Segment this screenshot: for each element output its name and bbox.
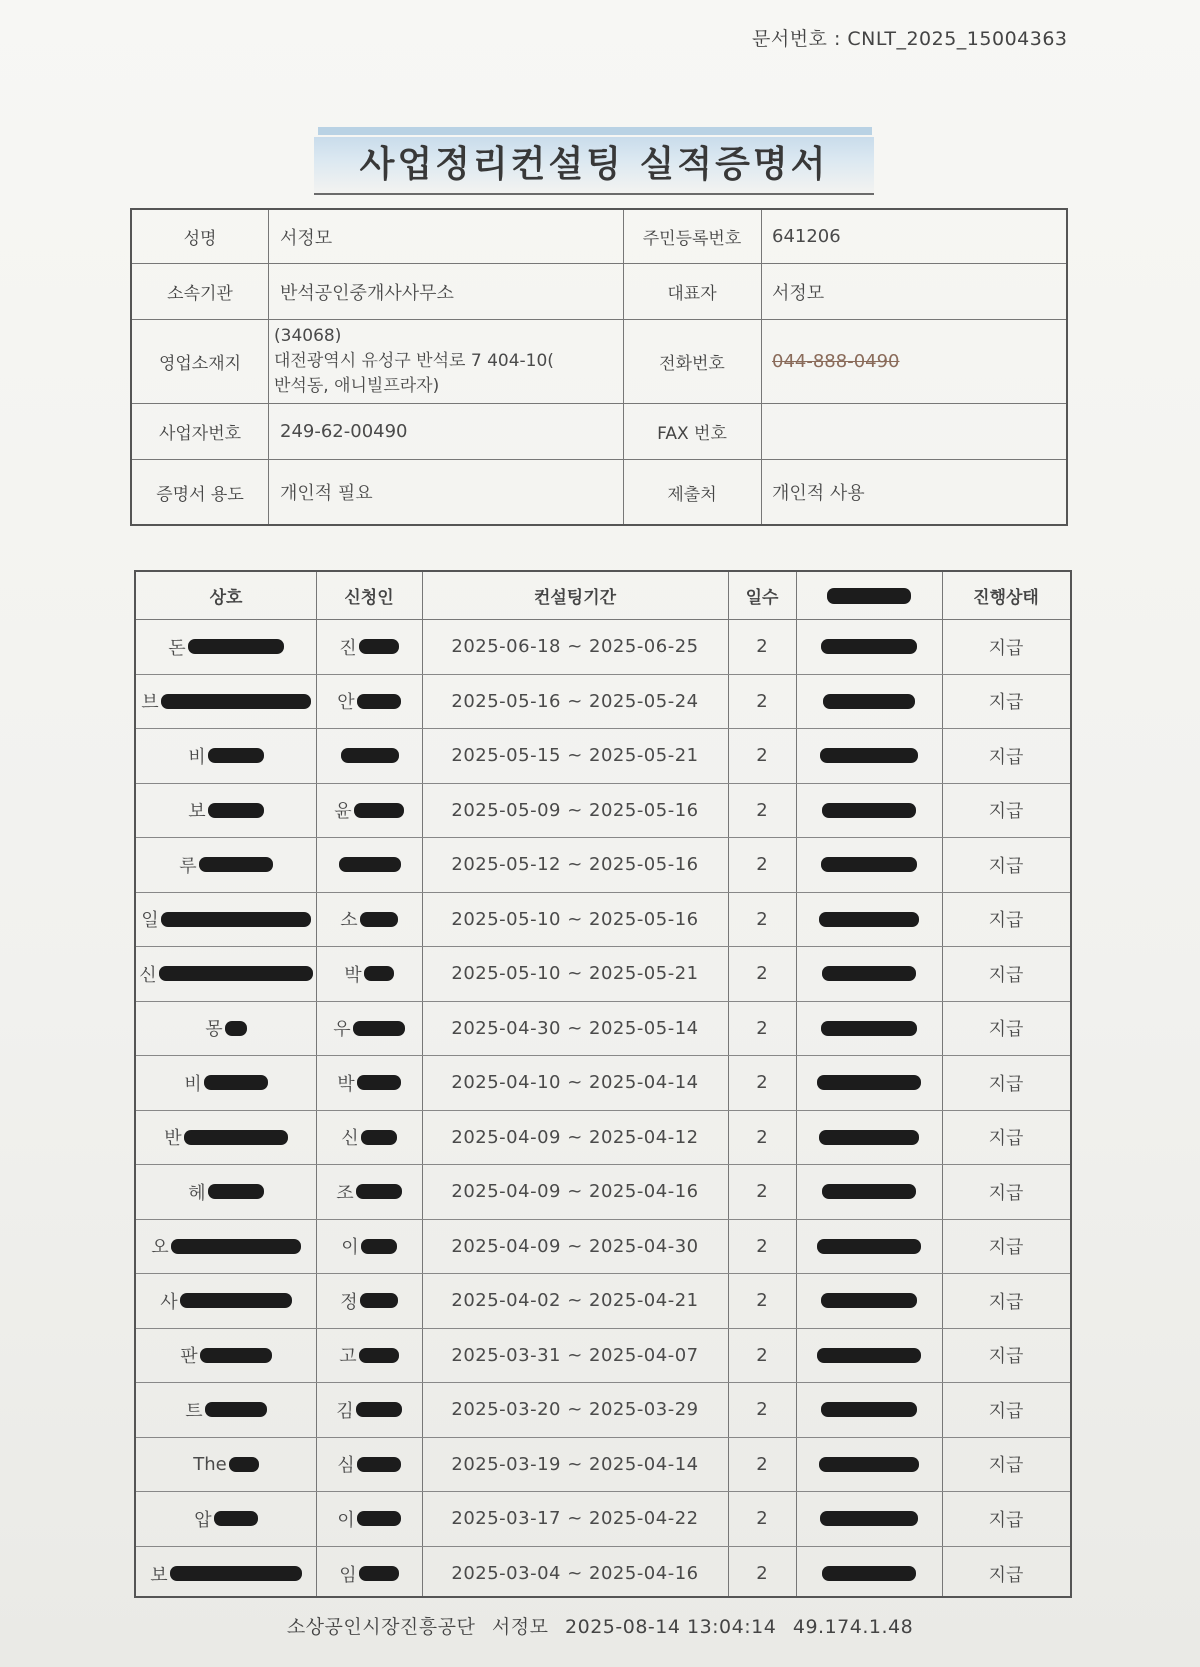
- company-cell: [136, 1111, 316, 1165]
- applicant-cell: [316, 1547, 422, 1602]
- redaction-mark: [819, 1130, 919, 1145]
- header-company: 상호: [209, 588, 243, 608]
- table-row: [136, 784, 1070, 839]
- company-cell: [136, 893, 316, 947]
- org-value: 반석공인중개사사무소: [280, 282, 454, 304]
- days-cell: 2: [756, 1399, 768, 1421]
- status-cell: 지급: [988, 964, 1024, 986]
- table-row: [136, 620, 1070, 675]
- status-cell: 지급: [988, 1237, 1024, 1259]
- rep-label: 대표자: [667, 284, 717, 304]
- header-period: 컨설팅기간: [533, 588, 617, 608]
- applicant-prefix: 김: [336, 1400, 354, 1422]
- days-cell: 2: [756, 1235, 768, 1257]
- redaction-mark: [225, 1021, 247, 1036]
- applicant-cell: [316, 1111, 422, 1165]
- company-prefix: 신: [139, 964, 157, 986]
- table-row: [136, 1329, 1070, 1384]
- period-cell: 2025-03-04 ~ 2025-04-16: [451, 1563, 699, 1585]
- applicant-cell: [316, 1329, 422, 1383]
- applicant-prefix: 박: [337, 1073, 355, 1095]
- phone-label: 전화번호: [659, 354, 725, 374]
- applicant-prefix: 신: [341, 1128, 359, 1150]
- addr-line-3: 반석동, 애니빌프라자): [274, 376, 440, 396]
- company-prefix: 보: [188, 801, 206, 823]
- redaction-mark: [357, 1075, 401, 1090]
- info-row-bizno: [132, 404, 1066, 460]
- redaction-mark: [356, 1402, 402, 1417]
- table-row: [136, 675, 1070, 730]
- company-prefix: 오: [151, 1237, 169, 1259]
- rrn-label: 주민등록번호: [642, 229, 742, 249]
- redaction-mark: [820, 1511, 918, 1526]
- table-header: [136, 572, 1070, 620]
- redaction-mark: [364, 966, 394, 981]
- info-row-purpose: [132, 460, 1066, 524]
- days-cell: 2: [756, 799, 768, 821]
- amount-cell-redacted: [796, 784, 942, 838]
- days-cell: 2: [756, 1126, 768, 1148]
- days-cell: 2: [756, 1017, 768, 1039]
- redaction-mark: [359, 639, 399, 654]
- period-cell: 2025-06-18 ~ 2025-06-25: [451, 636, 699, 658]
- company-cell: [136, 784, 316, 838]
- period-cell: 2025-05-12 ~ 2025-05-16: [451, 854, 699, 876]
- redaction-mark: [159, 966, 313, 981]
- status-cell: 지급: [988, 692, 1024, 714]
- addr-line-1: (34068): [274, 326, 342, 346]
- submit-value: 개인적 사용: [772, 483, 865, 504]
- info-row-name: [132, 210, 1066, 264]
- redaction-mark: [199, 857, 273, 872]
- company-prefix: 루: [179, 855, 197, 877]
- company-prefix: 압: [194, 1509, 212, 1531]
- company-cell: [136, 1329, 316, 1383]
- amount-cell-redacted: [796, 620, 942, 674]
- bizno-value: 249-62-00490: [280, 421, 408, 442]
- org-label: 소속기관: [167, 284, 233, 304]
- company-cell: [136, 620, 316, 674]
- days-cell: 2: [756, 745, 768, 767]
- redaction-mark: [821, 639, 917, 654]
- applicant-prefix: 이: [341, 1237, 359, 1259]
- redaction-mark: [184, 1130, 288, 1145]
- applicant-cell: [316, 1056, 422, 1110]
- header-days: 일수: [745, 588, 779, 608]
- status-cell: 지급: [988, 1509, 1024, 1531]
- header-status: 진행상태: [973, 588, 1039, 608]
- redaction-mark: [357, 1457, 401, 1472]
- amount-cell-redacted: [796, 729, 942, 783]
- redaction-mark: [341, 748, 399, 763]
- addr-label: 영업소재지: [158, 354, 242, 374]
- company-cell: [136, 1547, 316, 1602]
- applicant-cell: [316, 1274, 422, 1328]
- status-cell: 지급: [988, 801, 1024, 823]
- days-cell: 2: [756, 1072, 768, 1094]
- applicant-prefix: 이: [337, 1509, 355, 1531]
- footer-ip: 49.174.1.48: [792, 1616, 914, 1638]
- status-cell: 지급: [988, 1182, 1024, 1204]
- period-cell: 2025-04-09 ~ 2025-04-16: [451, 1181, 699, 1203]
- status-cell: 지급: [988, 1073, 1024, 1095]
- period-cell: 2025-04-30 ~ 2025-05-14: [451, 1017, 699, 1039]
- company-cell: [136, 1220, 316, 1274]
- period-cell: 2025-04-02 ~ 2025-04-21: [451, 1290, 699, 1312]
- company-prefix: 보: [150, 1564, 168, 1586]
- redaction-mark: [821, 857, 917, 872]
- redaction-mark: [821, 1021, 917, 1036]
- footer-agency: 소상공인시장진흥공단: [286, 1616, 476, 1638]
- period-cell: 2025-03-19 ~ 2025-04-14: [451, 1453, 699, 1475]
- redaction-mark: [208, 803, 264, 818]
- applicant-cell: [316, 1165, 422, 1219]
- info-row-org: [132, 264, 1066, 320]
- applicant-cell: [316, 620, 422, 674]
- rrn-value: 641206: [772, 226, 841, 247]
- applicant-cell: [316, 1220, 422, 1274]
- applicant-cell: [316, 1492, 422, 1546]
- days-cell: 2: [756, 1181, 768, 1203]
- header-amount-redacted: [796, 572, 942, 619]
- redaction-mark: [356, 1184, 402, 1199]
- table-row: [136, 893, 1070, 948]
- company-prefix: 비: [184, 1073, 202, 1095]
- redaction-mark: [819, 1457, 919, 1472]
- company-cell: [136, 1383, 316, 1437]
- table-row: [136, 729, 1070, 784]
- days-cell: 2: [756, 1290, 768, 1312]
- redaction-mark: [180, 1293, 292, 1308]
- redaction-mark: [359, 1348, 399, 1363]
- company-prefix: 일: [141, 910, 159, 932]
- table-row: [136, 1492, 1070, 1547]
- redaction-mark: [359, 1566, 399, 1581]
- redaction-mark: [820, 748, 918, 763]
- redaction-mark: [821, 1293, 917, 1308]
- redaction-mark: [204, 1075, 268, 1090]
- period-cell: 2025-05-10 ~ 2025-05-21: [451, 963, 699, 985]
- status-cell: 지급: [988, 1128, 1024, 1150]
- applicant-cell: [316, 893, 422, 947]
- redaction-mark: [214, 1511, 258, 1526]
- redaction-mark: [822, 1566, 916, 1581]
- redaction-mark: [188, 639, 284, 654]
- rep-value: 서정모: [772, 282, 825, 304]
- table-row: [136, 838, 1070, 893]
- redaction-mark: [817, 1075, 921, 1090]
- period-cell: 2025-05-09 ~ 2025-05-16: [451, 799, 699, 821]
- company-cell: [136, 1438, 316, 1492]
- status-cell: 지급: [988, 1400, 1024, 1422]
- redaction-mark: [819, 912, 919, 927]
- period-cell: 2025-04-09 ~ 2025-04-12: [451, 1126, 699, 1148]
- table-row: [136, 1220, 1070, 1275]
- redaction-mark: [357, 1511, 401, 1526]
- addr-line-2: 대전광역시 유성구 반석로 7 404-10(: [274, 351, 554, 371]
- footer-name: 서정모: [491, 1616, 549, 1638]
- redaction-mark: [817, 1348, 921, 1363]
- status-cell: 지급: [988, 1564, 1024, 1586]
- redaction-mark: [229, 1457, 259, 1472]
- name-value: 서정모: [280, 227, 333, 249]
- redaction-mark: [200, 1348, 272, 1363]
- company-cell: [136, 675, 316, 729]
- redaction-mark: [208, 748, 264, 763]
- company-prefix: 트: [185, 1400, 203, 1422]
- table-row: [136, 1002, 1070, 1057]
- days-cell: 2: [756, 690, 768, 712]
- redaction-mark: [360, 912, 398, 927]
- days-cell: 2: [756, 1344, 768, 1366]
- redaction-mark: [161, 912, 311, 927]
- applicant-prefix: 정: [340, 1291, 358, 1313]
- table-row: [136, 1274, 1070, 1329]
- status-cell: 지급: [988, 910, 1024, 932]
- redaction-mark: [353, 1021, 405, 1036]
- amount-cell-redacted: [796, 675, 942, 729]
- redaction-mark: [161, 694, 311, 709]
- company-cell: [136, 1274, 316, 1328]
- redaction-mark: [827, 588, 911, 604]
- document-title: 사업정리컨설팅 실적증명서: [314, 137, 874, 195]
- period-cell: 2025-05-16 ~ 2025-05-24: [451, 690, 699, 712]
- company-cell: [136, 1492, 316, 1546]
- applicant-cell: [316, 675, 422, 729]
- company-cell: [136, 1165, 316, 1219]
- company-cell: [136, 1056, 316, 1110]
- table-row: [136, 947, 1070, 1002]
- status-cell: 지급: [988, 855, 1024, 877]
- redaction-mark: [822, 803, 916, 818]
- amount-cell-redacted: [796, 1547, 942, 1602]
- period-cell: 2025-05-10 ~ 2025-05-16: [451, 908, 699, 930]
- table-row: [136, 1056, 1070, 1111]
- redaction-mark: [171, 1239, 301, 1254]
- status-cell: 지급: [988, 1455, 1024, 1477]
- applicant-prefix: 우: [333, 1019, 351, 1041]
- applicant-prefix: 안: [337, 692, 355, 714]
- applicant-cell: [316, 838, 422, 892]
- redaction-mark: [360, 1293, 398, 1308]
- company-prefix: 브: [141, 692, 159, 714]
- status-cell: 지급: [988, 637, 1024, 659]
- table-row: [136, 1165, 1070, 1220]
- redaction-mark: [361, 1130, 397, 1145]
- redaction-mark: [822, 1184, 916, 1199]
- company-prefix: The: [193, 1453, 227, 1475]
- amount-cell-redacted: [796, 893, 942, 947]
- issuance-footer: [0, 1612, 1200, 1639]
- applicant-cell: [316, 1438, 422, 1492]
- period-cell: 2025-04-09 ~ 2025-04-30: [451, 1235, 699, 1257]
- footer-datetime: 2025-08-14 13:04:14: [565, 1616, 777, 1638]
- status-cell: 지급: [988, 746, 1024, 768]
- redaction-mark: [361, 1239, 397, 1254]
- fax-label: FAX 번호: [657, 424, 727, 444]
- redaction-mark: [205, 1402, 267, 1417]
- amount-cell-redacted: [796, 1329, 942, 1383]
- company-prefix: 판: [180, 1346, 198, 1368]
- company-prefix: 돈: [168, 637, 186, 659]
- table-row: [136, 1547, 1070, 1602]
- amount-cell-redacted: [796, 1383, 942, 1437]
- amount-cell-redacted: [796, 1002, 942, 1056]
- addr-value: [274, 320, 619, 403]
- days-cell: 2: [756, 908, 768, 930]
- period-cell: 2025-03-20 ~ 2025-03-29: [451, 1399, 699, 1421]
- status-cell: 지급: [988, 1019, 1024, 1041]
- redaction-mark: [821, 1402, 917, 1417]
- redaction-mark: [822, 966, 916, 981]
- amount-cell-redacted: [796, 1111, 942, 1165]
- applicant-prefix: 윤: [334, 801, 352, 823]
- company-prefix: 반: [164, 1128, 182, 1150]
- purpose-value: 개인적 필요: [280, 483, 373, 504]
- document-number: 문서번호 : CNLT_2025_15004363: [752, 28, 1068, 50]
- title-highlight: [318, 127, 872, 135]
- company-prefix: 비: [188, 746, 206, 768]
- days-cell: 2: [756, 636, 768, 658]
- company-cell: [136, 729, 316, 783]
- amount-cell-redacted: [796, 1438, 942, 1492]
- amount-cell-redacted: [796, 1056, 942, 1110]
- period-cell: 2025-03-31 ~ 2025-04-07: [451, 1344, 699, 1366]
- applicant-prefix: 심: [337, 1455, 355, 1477]
- period-cell: 2025-03-17 ~ 2025-04-22: [451, 1508, 699, 1530]
- applicant-info-table: [130, 208, 1068, 526]
- applicant-prefix: 임: [339, 1564, 357, 1586]
- redaction-mark: [339, 857, 401, 872]
- company-prefix: 헤: [188, 1182, 206, 1204]
- company-cell: [136, 947, 316, 1001]
- applicant-cell: [316, 784, 422, 838]
- period-cell: 2025-05-15 ~ 2025-05-21: [451, 745, 699, 767]
- status-cell: 지급: [988, 1291, 1024, 1313]
- redaction-mark: [208, 1184, 264, 1199]
- status-cell: 지급: [988, 1346, 1024, 1368]
- applicant-cell: [316, 1383, 422, 1437]
- phone-value: 044-888-0490: [772, 351, 900, 372]
- applicant-prefix: 박: [344, 964, 362, 986]
- table-row: [136, 1438, 1070, 1493]
- redaction-mark: [170, 1566, 302, 1581]
- applicant-prefix: 조: [336, 1182, 354, 1204]
- redaction-mark: [354, 803, 404, 818]
- redaction-mark: [357, 694, 401, 709]
- period-cell: 2025-04-10 ~ 2025-04-14: [451, 1072, 699, 1094]
- days-cell: 2: [756, 1453, 768, 1475]
- days-cell: 2: [756, 854, 768, 876]
- applicant-cell: [316, 729, 422, 783]
- applicant-cell: [316, 947, 422, 1001]
- days-cell: 2: [756, 963, 768, 985]
- company-cell: [136, 838, 316, 892]
- amount-cell-redacted: [796, 1492, 942, 1546]
- redaction-mark: [817, 1239, 921, 1254]
- fax-value: [772, 404, 1062, 459]
- applicant-prefix: 고: [339, 1346, 357, 1368]
- days-cell: 2: [756, 1563, 768, 1585]
- amount-cell-redacted: [796, 1274, 942, 1328]
- amount-cell-redacted: [796, 1165, 942, 1219]
- name-label: 성명: [183, 229, 217, 249]
- info-row-address: [132, 320, 1066, 404]
- applicant-prefix: 소: [340, 910, 358, 932]
- company-prefix: 몽: [205, 1019, 223, 1041]
- consulting-record-table: [134, 570, 1072, 1598]
- bizno-label: 사업자번호: [158, 424, 242, 444]
- table-row: [136, 1111, 1070, 1166]
- days-cell: 2: [756, 1508, 768, 1530]
- amount-cell-redacted: [796, 838, 942, 892]
- applicant-prefix: 진: [339, 637, 357, 659]
- company-cell: [136, 1002, 316, 1056]
- purpose-label: 증명서 용도: [156, 484, 244, 505]
- company-prefix: 사: [160, 1291, 178, 1313]
- redaction-mark: [823, 694, 915, 709]
- header-applicant: 신청인: [344, 588, 394, 608]
- table-row: [136, 1383, 1070, 1438]
- submit-label: 제출처: [667, 484, 717, 505]
- amount-cell-redacted: [796, 947, 942, 1001]
- amount-cell-redacted: [796, 1220, 942, 1274]
- applicant-cell: [316, 1002, 422, 1056]
